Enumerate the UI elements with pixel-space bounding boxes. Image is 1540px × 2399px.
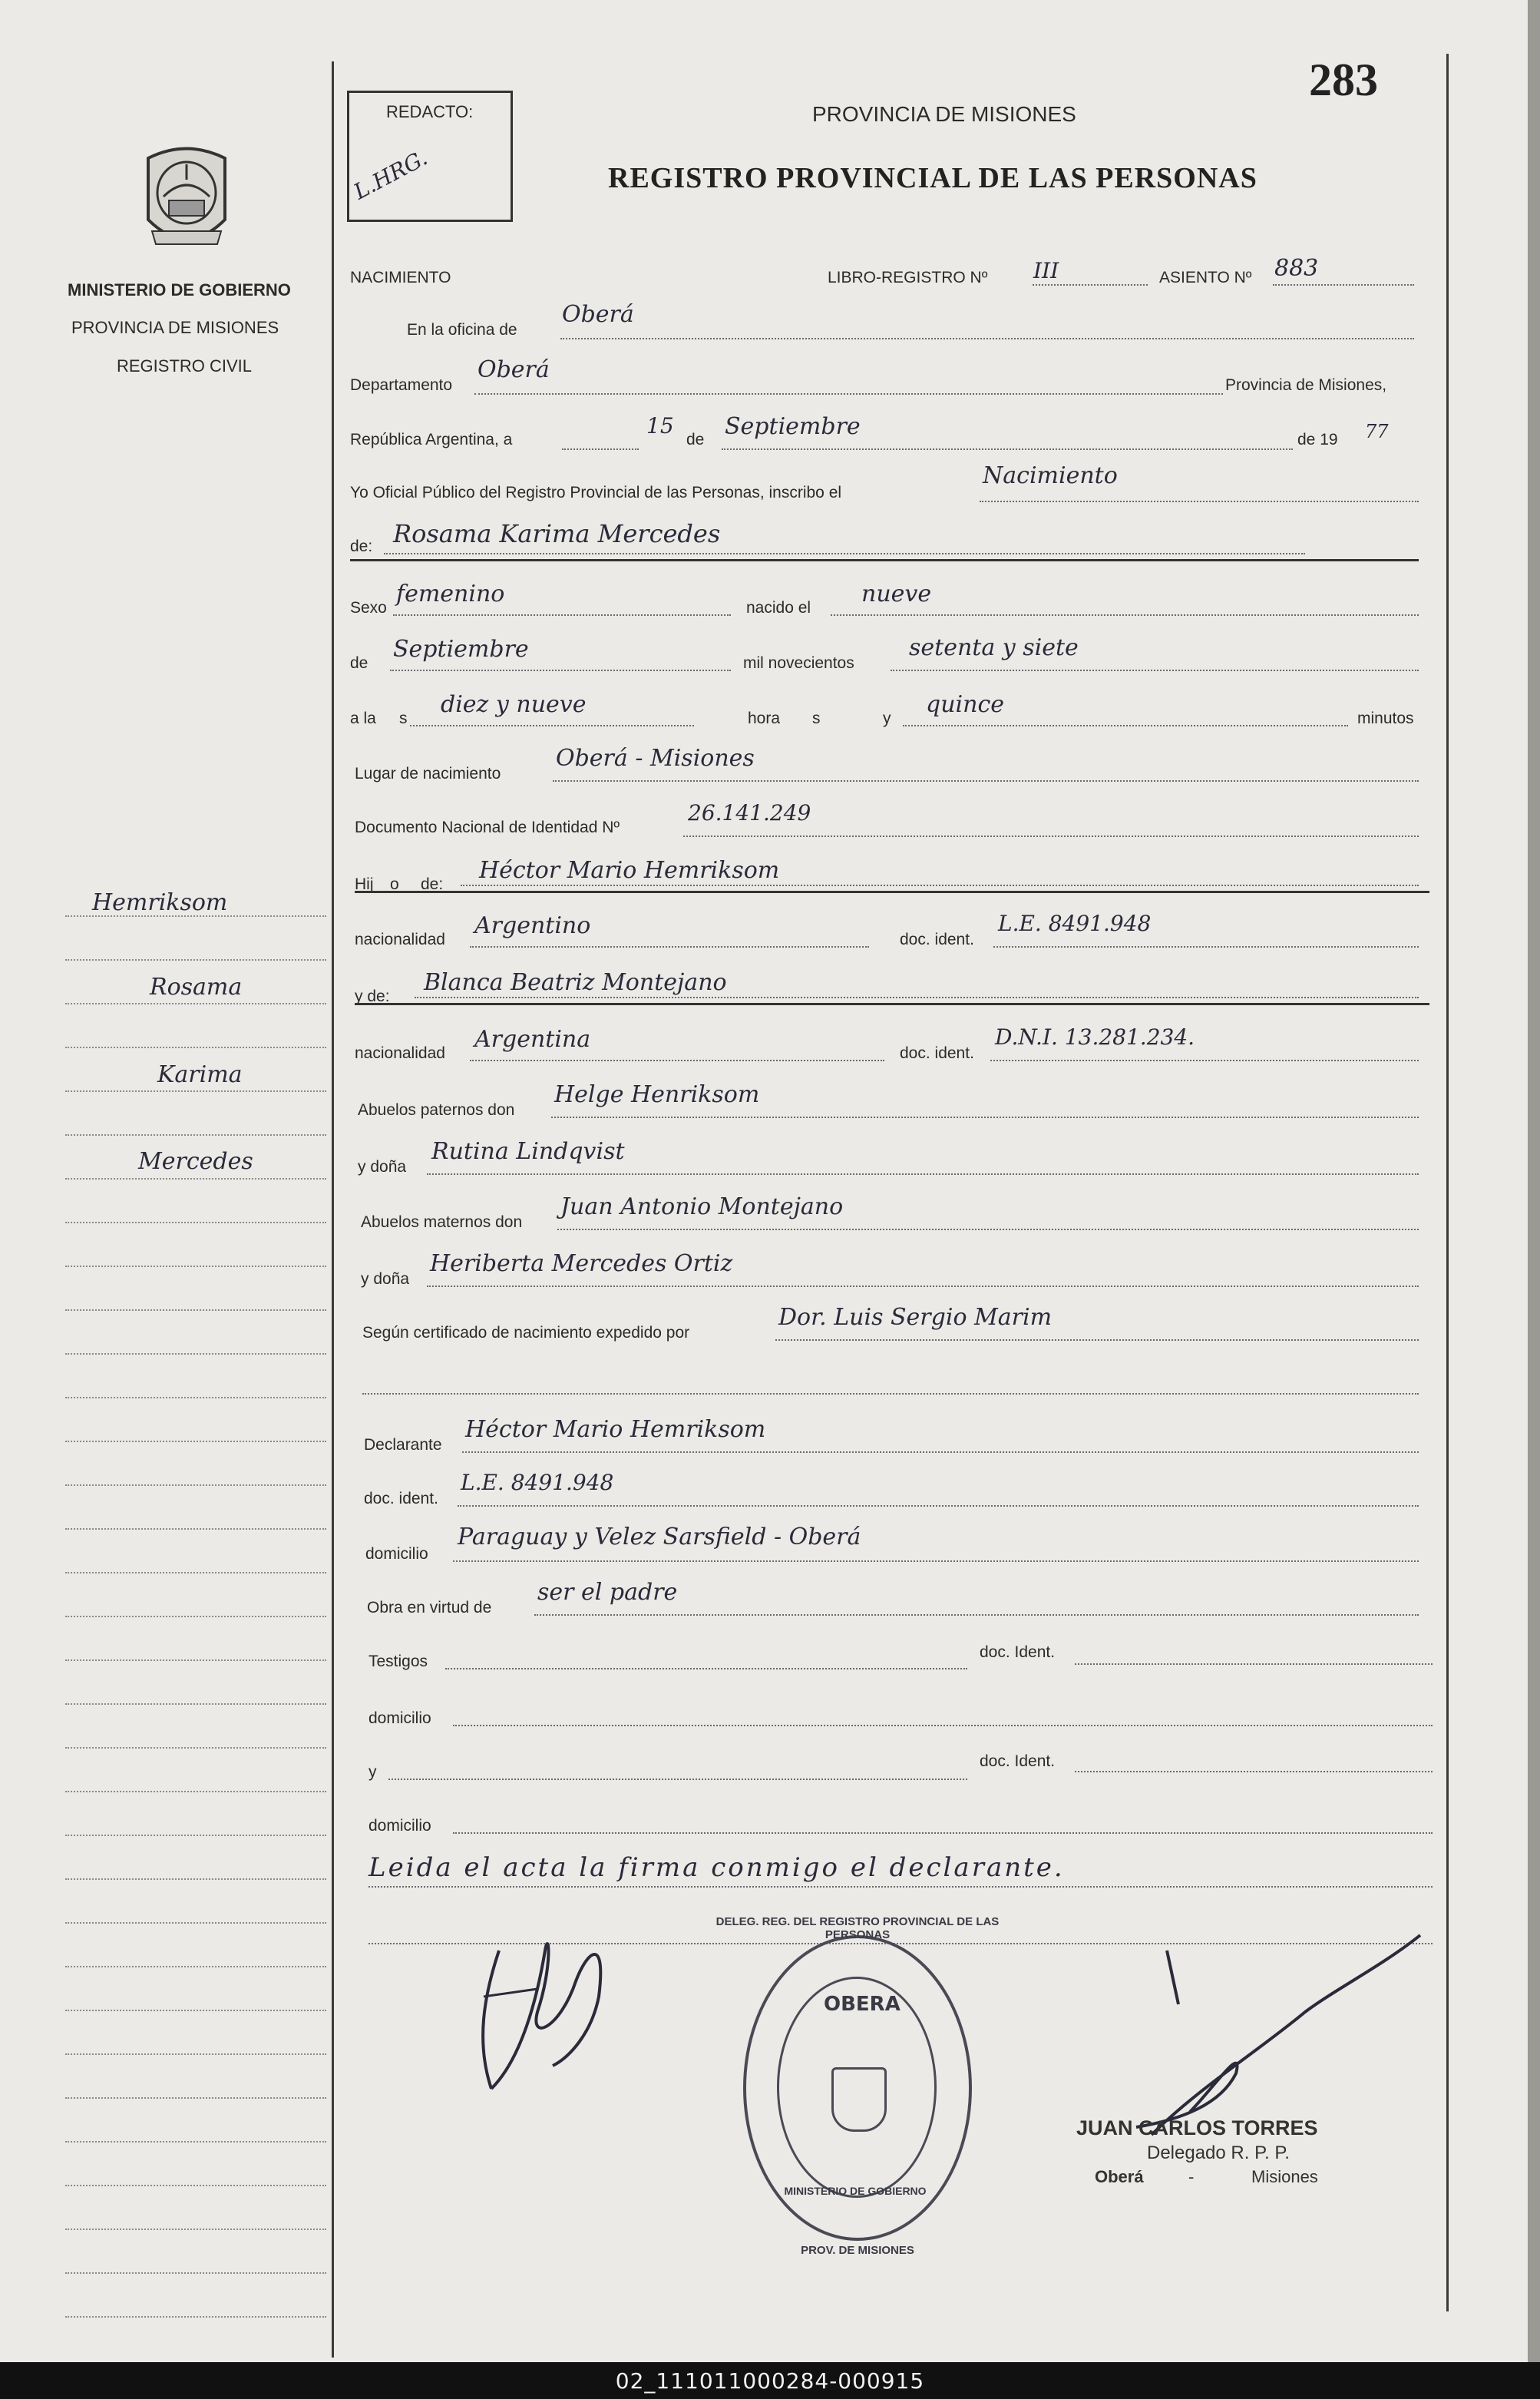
stamp-outer-text: DELEG. REG. DEL REGISTRO PROVINCIAL DE LAS PERSONAS (715, 1915, 1000, 1941)
minutos-label: minutos (1357, 710, 1414, 727)
day-line (562, 448, 639, 450)
hijo-label: Hij (355, 875, 374, 893)
header-province: PROVINCIA DE MISIONES (812, 102, 1076, 126)
margin-surname: Hemriksom (92, 889, 228, 916)
certificado-line (775, 1339, 1419, 1341)
mother-name: Blanca Beatriz Montejano (424, 969, 727, 996)
record-type-label: NACIMIENTO (350, 269, 451, 286)
testigo1-domicilio-line (453, 1725, 1433, 1726)
stamp-inner-ring (777, 1977, 937, 2198)
sidebar-province: PROVINCIA DE MISIONES (71, 318, 279, 337)
testigos-label: Testigos (368, 1653, 428, 1670)
declarante-value: Héctor Mario Hemriksom (465, 1416, 766, 1443)
right-margin-rule (1446, 54, 1449, 2311)
asiento-value: 883 (1274, 255, 1319, 282)
hijo-de-label: de: (421, 875, 444, 893)
testigo1-domicilio-label: domicilio (368, 1709, 431, 1727)
margin-ruled-line (65, 1747, 326, 1749)
month2-value: Septiembre (393, 636, 529, 663)
father-nationality-line (470, 946, 869, 948)
margin-ruled-line (65, 1791, 326, 1792)
lugar-value: Oberá - Misiones (556, 745, 755, 772)
name-de-label: de: (350, 538, 373, 555)
abuelo-paterno: Helge Henriksom (554, 1081, 760, 1108)
minutos-y-label: y (883, 710, 891, 727)
margin-ruled-line (65, 1047, 326, 1048)
footer-bar (0, 2362, 1540, 2399)
asiento-line (1273, 284, 1414, 286)
official-title: Delegado R. P. P. (1147, 2143, 1290, 2163)
abuelo-paterno-line (551, 1117, 1419, 1118)
mother-doc-line (990, 1060, 1419, 1061)
margin-third-name: Mercedes (138, 1148, 253, 1175)
provincia-suffix: Provincia de Misiones, (1225, 376, 1387, 394)
certificado-value: Dor. Luis Sergio Marim (778, 1304, 1053, 1331)
margin-ruled-line (65, 1659, 326, 1661)
margin-first-name: Rosama (150, 974, 243, 1001)
declarant-signature (453, 1904, 622, 2104)
declarante-doc: L.E. 8491.948 (461, 1470, 614, 1495)
margin-ruled-line (65, 2010, 326, 2011)
libro-value: III (1033, 258, 1059, 283)
declarante-doc-label: doc. ident. (364, 1490, 438, 1507)
hijo-suffix: o (390, 875, 399, 893)
margin-second-name: Karima (157, 1061, 243, 1088)
margin-ruled-line (65, 1178, 326, 1180)
abuela-materna-label: y doña (361, 1270, 410, 1288)
month2-line (390, 670, 731, 671)
closing-line (368, 1886, 1433, 1888)
lugar-label: Lugar de nacimiento (355, 765, 501, 783)
obra-label: Obra en virtud de (367, 1599, 492, 1616)
departamento-line (474, 393, 1223, 395)
dni-label: Documento Nacional de Identidad Nº (355, 819, 620, 836)
day-value: 15 (646, 413, 674, 438)
margin-ruled-line (65, 959, 326, 961)
ala-label: a la (350, 710, 376, 727)
margin-ruled-line (65, 915, 326, 917)
margin-ruled-line (65, 1616, 326, 1617)
abuela-paterna-line (427, 1173, 1419, 1175)
margin-ruled-line (65, 1397, 326, 1398)
mother-de-label: y de: (355, 988, 390, 1005)
testigo1-doc-line (1075, 1663, 1433, 1665)
header-title: REGISTRO PROVINCIAL DE LAS PERSONAS (608, 162, 1257, 194)
abuela-materna-line (427, 1286, 1419, 1287)
abuelos-maternos-label: Abuelos maternos don (361, 1213, 523, 1231)
margin-ruled-line (65, 1309, 326, 1311)
obra-value: ser el padre (537, 1579, 678, 1606)
abuela-materna: Heriberta Mercedes Ortiz (430, 1250, 733, 1277)
left-margin-rule (332, 61, 334, 2358)
abuela-paterna: Rutina Lindqvist (431, 1138, 625, 1165)
margin-ruled-line (65, 1003, 326, 1004)
abuelo-materno-line (557, 1229, 1419, 1230)
stamp-inner-text: MINISTERIO DE GOBIERNO (784, 2185, 927, 2197)
provincial-seal-icon (137, 143, 236, 258)
mil-value: setenta y siete (909, 634, 1079, 661)
oficina-line (560, 338, 1414, 339)
sidebar-ministry: MINISTERIO DE GOBIERNO (68, 280, 291, 299)
margin-ruled-line (65, 2185, 326, 2186)
name-separator (350, 559, 1419, 561)
obra-line (534, 1614, 1419, 1616)
margin-ruled-line (65, 1835, 326, 1836)
abuelo-materno: Juan Antonio Montejano (560, 1193, 844, 1220)
testigo1-doc-label: doc. Ident. (980, 1643, 1056, 1661)
testigo2-line (388, 1779, 967, 1780)
departamento-label: Departamento (350, 376, 453, 394)
registered-name: Rosama Karima Mercedes (393, 519, 721, 548)
margin-ruled-line (65, 2272, 326, 2274)
official-province: Misiones (1251, 2167, 1318, 2186)
certificado-label: Según certificado de nacimiento expedido por (362, 1324, 690, 1342)
footer-id: 02_111011000284-000915 (615, 2368, 925, 2394)
father-separator (355, 891, 1429, 893)
official-name: JUAN CARLOS TORRES (1076, 2116, 1318, 2139)
margin-ruled-line (65, 1878, 326, 1880)
father-nationality-label: nacionalidad (355, 931, 445, 948)
year-value: 77 (1365, 421, 1389, 442)
oficial-label: Yo Oficial Público del Registro Provincial de las Personas, inscribo el (350, 484, 842, 501)
father-name: Héctor Mario Hemriksom (479, 857, 780, 884)
page-number: 283 (1309, 55, 1378, 105)
sexo-label: Sexo (350, 599, 387, 617)
oficial-value: Nacimiento (983, 462, 1118, 489)
margin-ruled-line (65, 1703, 326, 1705)
hora-line (410, 725, 694, 726)
dni-value: 26.141.249 (688, 800, 811, 826)
sexo-value: femenino (396, 581, 505, 607)
certificado-line-2 (362, 1393, 1419, 1395)
departamento-value: Oberá (478, 356, 550, 383)
margin-ruled-line (65, 1222, 326, 1223)
nacido-label: nacido el (746, 599, 811, 617)
redacto-box (347, 91, 513, 222)
stamp-shield-icon (831, 2067, 887, 2132)
hora-value: diez y nueve (441, 691, 587, 718)
mother-doc: D.N.I. 13.281.234. (995, 1024, 1195, 1050)
margin-ruled-line (65, 1922, 326, 1924)
mil-label: mil novecientos (743, 654, 854, 672)
margin-ruled-line (65, 1572, 326, 1573)
margin-ruled-line (65, 1090, 326, 1092)
margin-ruled-line (65, 1528, 326, 1530)
sexo-line (393, 614, 731, 616)
dni-line (683, 836, 1419, 837)
minutos-value: quince (926, 691, 1004, 718)
oficina-label: En la oficina de (407, 321, 517, 339)
horas-label: hora (748, 710, 781, 727)
redacto-value: L.HRG. (349, 144, 431, 205)
margin-ruled-line (65, 1353, 326, 1355)
libro-label: LIBRO-REGISTRO Nº (828, 269, 988, 286)
margin-ruled-line (65, 1134, 326, 1136)
redacto-label: REDACTO: (386, 102, 474, 121)
declarante-label: Declarante (364, 1436, 442, 1454)
testigo2-doc-label: doc. Ident. (980, 1752, 1056, 1770)
official-signature (1105, 1920, 1428, 2150)
name-line (384, 553, 1305, 554)
mother-nationality-line (470, 1060, 884, 1061)
year-prefix: de 19 (1297, 431, 1338, 448)
father-nationality: Argentino (474, 912, 591, 939)
testigo2-domicilio-label: domicilio (368, 1817, 431, 1835)
margin-ruled-line (65, 2053, 326, 2055)
page-edge (1528, 0, 1540, 2362)
mother-nationality-label: nacionalidad (355, 1044, 445, 1062)
mother-doc-label: doc. ident. (900, 1044, 974, 1062)
official-stamp (715, 1915, 1000, 2257)
horas-suffix: s (812, 710, 821, 727)
asiento-label: ASIENTO Nº (1159, 269, 1252, 286)
ala-suffix: s (399, 710, 408, 727)
declarante-doc-line (458, 1505, 1419, 1507)
abuela-paterna-label: y doña (358, 1158, 407, 1176)
margin-ruled-line (65, 2229, 326, 2230)
libro-line (1033, 284, 1148, 286)
provincial-seal (137, 143, 236, 258)
father-line (461, 885, 1419, 886)
month2-de-label: de (350, 654, 368, 672)
stamp-city: OBERA (824, 1993, 901, 2016)
abuelos-paternos-label: Abuelos paternos don (358, 1101, 515, 1119)
margin-ruled-line (65, 1966, 326, 1967)
margin-ruled-line (65, 1441, 326, 1442)
nacido-line (831, 614, 1419, 616)
testigo2-label: y (368, 1763, 377, 1781)
mother-separator (355, 1003, 1429, 1005)
margin-ruled-line (65, 1484, 326, 1486)
closing-text: Leida el acta la firma conmigo el declarante. (368, 1852, 1065, 1883)
nacido-value: nueve (861, 581, 932, 607)
day-de-label: de (686, 431, 705, 448)
sidebar-registry: REGISTRO CIVIL (117, 356, 253, 376)
testigo2-domicilio-line (453, 1832, 1433, 1834)
mother-nationality: Argentina (474, 1026, 591, 1053)
month-value: Septiembre (725, 413, 861, 440)
minutos-line (903, 725, 1348, 726)
margin-ruled-line (65, 2097, 326, 2099)
margin-ruled-line (65, 1266, 326, 1267)
mother-line (415, 997, 1419, 998)
domicilio-line (453, 1560, 1419, 1562)
declarante-line (462, 1451, 1419, 1453)
official-dash: - (1188, 2167, 1195, 2186)
lugar-line (553, 780, 1419, 782)
official-city: Oberá (1095, 2167, 1144, 2186)
father-doc: L.E. 8491.948 (998, 911, 1152, 936)
republica-label: República Argentina, a (350, 431, 513, 448)
father-doc-label: doc. ident. (900, 931, 974, 948)
margin-ruled-line (65, 2316, 326, 2318)
domicilio-value: Paraguay y Velez Sarsfield - Oberá (458, 1524, 861, 1550)
testigos-line (445, 1668, 967, 1669)
month-line (722, 448, 1293, 450)
oficial-line (980, 501, 1419, 502)
stamp-bottom-text: PROV. DE MISIONES (801, 2244, 914, 2257)
testigo2-doc-line (1075, 1771, 1433, 1772)
domicilio-label: domicilio (365, 1545, 428, 1563)
mil-line (891, 670, 1419, 671)
margin-ruled-line (65, 2141, 326, 2143)
father-doc-line (993, 946, 1419, 948)
oficina-value: Oberá (562, 301, 634, 328)
